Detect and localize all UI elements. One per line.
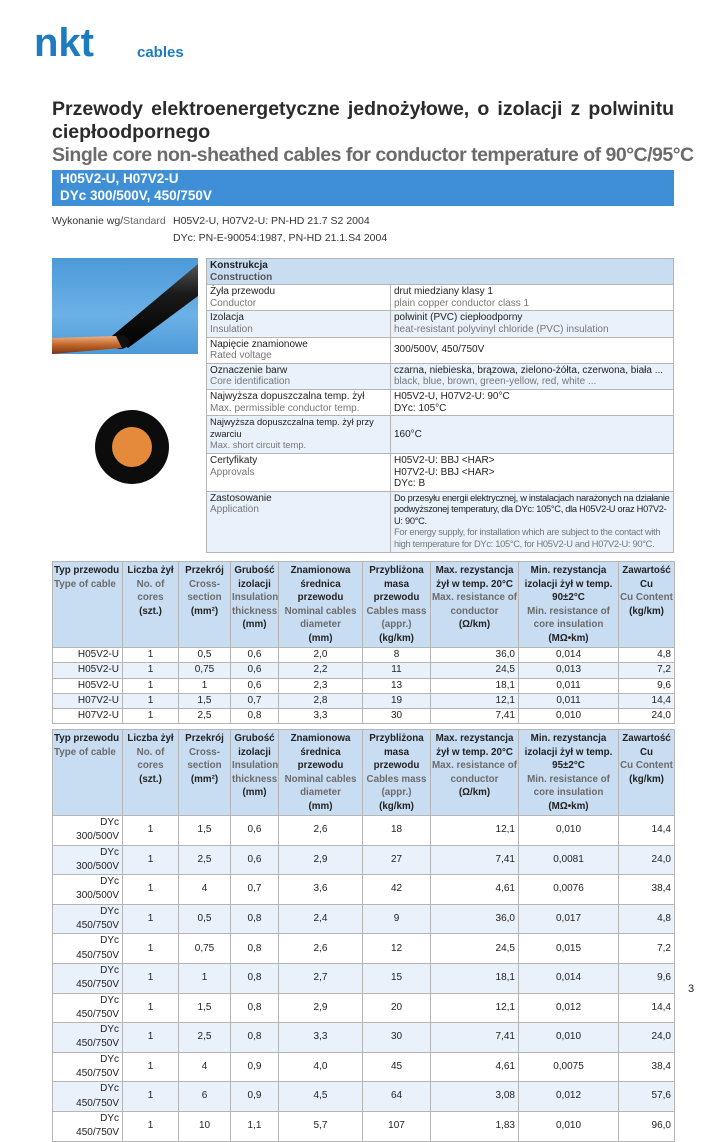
column-header-unit: (kg/km): [629, 605, 664, 617]
table-cell: 3,3: [279, 1023, 363, 1053]
column-header-pl: Typ przewodu: [54, 733, 120, 744]
table-cell: 0,010: [519, 709, 619, 724]
column-header: [431, 562, 519, 648]
table-cell: 0,6: [231, 845, 279, 875]
table-cell: 2,6: [279, 816, 363, 846]
row-value-pl: polwinit (PVC) ciepłoodporny: [394, 312, 523, 324]
column-header-en: Cross-section: [187, 746, 222, 771]
table-cell: 64: [363, 1082, 431, 1112]
table-cell: 1: [123, 693, 179, 708]
table-cell: 12,1: [431, 993, 519, 1023]
table-row: [53, 845, 675, 875]
table-row: [53, 693, 675, 708]
table-cell: 0,0081: [519, 845, 619, 875]
table-cell: 4,61: [431, 875, 519, 905]
table-cell: 0,8: [231, 904, 279, 934]
row-value-en: heat-resistant polyvinyl chloride (PVC) insulation: [394, 323, 609, 335]
column-header-en: Nominal cables diameter: [284, 605, 357, 630]
row-value-en: For energy supply, for installation which are subject to the contact with high temperature for DYc: 105°C, for H05V2-U and H07V2-U: 90°C.: [394, 527, 661, 550]
table-cell: 18,1: [431, 963, 519, 993]
column-header: [431, 730, 519, 816]
table-cell: 1: [123, 1052, 179, 1082]
table-header-row: [53, 730, 675, 816]
row-label-pl: Izolacja: [210, 312, 244, 324]
construction-row: [207, 337, 674, 363]
table-cell: 6: [179, 1082, 231, 1112]
table-cell: 24,5: [431, 934, 519, 964]
table-cell: 1: [123, 663, 179, 678]
nkt-cables-logo: [34, 22, 234, 66]
construction-row: [207, 453, 674, 491]
table-row: [53, 993, 675, 1023]
table-cell: 9,6: [619, 678, 675, 693]
table-cell: 0,75: [179, 663, 231, 678]
table-cell: 0,8: [231, 963, 279, 993]
column-header-pl: Typ przewodu: [54, 565, 120, 576]
standard-label: [52, 215, 166, 227]
column-header-pl: Max. rezystancja żył w temp. 20°C: [435, 733, 514, 758]
column-header-pl: Przekrój: [185, 733, 224, 744]
construction-row: [207, 491, 674, 552]
row-value-1: H05V2-U: BBJ <HAR>: [394, 454, 495, 466]
table-cell: 24,0: [619, 709, 675, 724]
table-row: [53, 1023, 675, 1053]
column-header-pl: Przybliżona masa przewodu: [369, 733, 424, 771]
column-header-unit: (mm): [308, 800, 333, 812]
table-cell: 7,2: [619, 934, 675, 964]
column-header-unit: (kg/km): [379, 800, 414, 812]
table-cell: 1: [123, 678, 179, 693]
standard-line-1: H05V2-U, H07V2-U: PN-HD 21.7 S2 2004: [173, 215, 370, 227]
table-cell: 0,010: [519, 1111, 619, 1141]
table-cell: 2,4: [279, 904, 363, 934]
table-cell: 0,017: [519, 904, 619, 934]
table-header-row: [53, 562, 675, 648]
table-cell: 11: [363, 663, 431, 678]
table-cell: 1: [123, 816, 179, 846]
table-cell: 1: [123, 875, 179, 905]
row-value-pl: Do przesyłu energii elektrycznej, w instalacjach narażonych na działanie podwyższonej temperatury, dla DYc: 105°C, dla H05V2-U oraz H07V2-U: 90°C.: [394, 492, 670, 526]
table-cell: H05V2-U: [53, 663, 123, 678]
table-cell: DYc 450/750V: [53, 1023, 123, 1053]
column-header-en: Insulation thickness: [232, 760, 279, 785]
column-header-unit: (Ω/km): [458, 619, 491, 630]
standard-label-pl: Wykonanie wg/: [52, 215, 124, 227]
table-cell: 12,1: [431, 816, 519, 846]
construction-title-en: Construction: [210, 271, 273, 283]
table-cell: 14,4: [619, 993, 675, 1023]
table-cell: 2,7: [279, 963, 363, 993]
table-cell: 0,6: [231, 816, 279, 846]
table-cell: 96,0: [619, 1111, 675, 1141]
table-cell: DYc 450/750V: [53, 993, 123, 1023]
column-header-en: Insulation thickness: [232, 592, 279, 617]
table-cell: 107: [363, 1111, 431, 1141]
column-header-en: Nominal cables diameter: [284, 773, 357, 798]
cable-photo: [52, 258, 198, 354]
column-header: [53, 730, 123, 816]
column-header-en: Cu Content: [620, 760, 673, 771]
table-cell: 7,41: [431, 1023, 519, 1053]
table-cell: 19: [363, 693, 431, 708]
column-header-pl: Grubość izolacji: [234, 565, 275, 590]
table-row: [53, 934, 675, 964]
data-table-dyc: [52, 729, 675, 1142]
column-header-en: Max. resistance of conductor: [432, 592, 517, 617]
row-label-pl: Certyfikaty: [210, 454, 258, 466]
cross-section-icon: [94, 409, 170, 485]
construction-row: [207, 311, 674, 337]
column-header: [123, 730, 179, 816]
row-value-pl: 160°C: [394, 428, 422, 440]
row-label-en: Approvals: [210, 466, 255, 478]
table-cell: DYc 300/500V: [53, 875, 123, 905]
band-line-1: H05V2-U, H07V2-U: [60, 171, 179, 186]
row-label-en: Rated voltage: [210, 350, 272, 362]
table-cell: 3,3: [279, 709, 363, 724]
table-cell: 0,75: [179, 934, 231, 964]
table-cell: 24,0: [619, 1023, 675, 1053]
row-label-pl: Najwyższa dopuszczalna temp. żył przy zwarciu: [210, 417, 374, 439]
table-cell: 18,1: [431, 678, 519, 693]
table-row: [53, 875, 675, 905]
construction-header: [207, 259, 674, 285]
column-header: [279, 730, 363, 816]
row-label-en: Max. permissible conductor temp.: [210, 402, 360, 414]
table-row: [53, 648, 675, 663]
table-cell: 0,014: [519, 648, 619, 663]
table-cell: 2,5: [179, 845, 231, 875]
data-table-h05v2: [52, 561, 675, 724]
table-cell: 0,7: [231, 693, 279, 708]
row-label-pl: Napięcie znamionowe: [210, 338, 308, 350]
product-band: [52, 170, 674, 206]
table-cell: 27: [363, 845, 431, 875]
table-cell: 10: [179, 1111, 231, 1141]
column-header: [179, 562, 231, 648]
table-cell: 9: [363, 904, 431, 934]
row-value-3: DYc: B: [394, 478, 426, 490]
table-cell: 3,08: [431, 1082, 519, 1112]
column-header-unit: (szt.): [139, 605, 162, 617]
table-cell: DYc 450/750V: [53, 1052, 123, 1082]
table-cell: DYc 300/500V: [53, 845, 123, 875]
row-value-pl: drut miedziany klasy 1: [394, 286, 493, 298]
table-cell: 0,011: [519, 678, 619, 693]
table-cell: 2,9: [279, 845, 363, 875]
table-cell: 2,3: [279, 678, 363, 693]
table-cell: 14,4: [619, 693, 675, 708]
table-cell: 57,6: [619, 1082, 675, 1112]
row-value-pl: czarna, niebieska, brązowa, zielono-żółta, czerwona, biała ...: [394, 364, 664, 376]
table-cell: 4,8: [619, 648, 675, 663]
table-cell: 3,6: [279, 875, 363, 905]
table-cell: DYc 450/750V: [53, 1082, 123, 1112]
column-header-pl: Max. rezystancja żył w temp. 20°C: [435, 565, 514, 590]
column-header: [231, 730, 279, 816]
table-cell: 1: [179, 963, 231, 993]
table-cell: 0,5: [179, 648, 231, 663]
standard-line-2: DYc: PN-E-90054:1987, PN-HD 21.1.S4 2004: [173, 232, 388, 244]
table-row: [53, 963, 675, 993]
table-cell: 0,6: [231, 663, 279, 678]
construction-row: [207, 285, 674, 311]
row-value-pl: 300/500V, 450/750V: [394, 344, 485, 356]
table-cell: DYc 300/500V: [53, 816, 123, 846]
table-cell: 18: [363, 816, 431, 846]
table-cell: 4,0: [279, 1052, 363, 1082]
table-cell: 0,0075: [519, 1052, 619, 1082]
table-cell: 0,5: [179, 904, 231, 934]
table-cell: 1: [123, 1111, 179, 1141]
column-header-unit: (mm²): [190, 773, 219, 785]
table-row: [53, 816, 675, 846]
table-cell: 1: [123, 709, 179, 724]
construction-row: [207, 389, 674, 415]
table-cell: 1: [123, 934, 179, 964]
column-header: [619, 730, 675, 816]
table-cell: DYc 450/750V: [53, 934, 123, 964]
table-cell: H05V2-U: [53, 678, 123, 693]
table-cell: 0,012: [519, 1082, 619, 1112]
column-header-pl: Zawartość Cu: [622, 565, 671, 590]
table-cell: 2,9: [279, 993, 363, 1023]
table-cell: 1: [123, 648, 179, 663]
table-cell: 4: [179, 1052, 231, 1082]
table-cell: 2,8: [279, 693, 363, 708]
column-header-en: No. of cores: [136, 746, 165, 771]
title-english: Single core non-sheathed cables for conductor temperature of 90°C/95°C: [52, 144, 694, 166]
table-cell: 7,2: [619, 663, 675, 678]
table-cell: 30: [363, 1023, 431, 1053]
column-header-unit: (Ω/km): [458, 787, 491, 798]
table-cell: H05V2-U: [53, 648, 123, 663]
column-header-unit: (kg/km): [379, 632, 414, 644]
table-cell: 0,8: [231, 993, 279, 1023]
column-header: [123, 562, 179, 648]
row-label-en: Conductor: [210, 297, 257, 309]
table-cell: 38,4: [619, 875, 675, 905]
table-cell: 8: [363, 648, 431, 663]
table-cell: 4: [179, 875, 231, 905]
column-header: [231, 562, 279, 648]
table-cell: 0,010: [519, 816, 619, 846]
column-header: [279, 562, 363, 648]
table-cell: 2,5: [179, 1023, 231, 1053]
column-header: [519, 562, 619, 648]
band-line-2: DYc 300/500V, 450/750V: [60, 188, 212, 203]
column-header-pl: Przekrój: [185, 565, 224, 576]
table-cell: 9,6: [619, 963, 675, 993]
table-cell: DYc 450/750V: [53, 1111, 123, 1141]
column-header-pl: Min. rezystancja izolacji żył w temp. 90±2°C: [524, 565, 613, 603]
table-cell: DYc 450/750V: [53, 963, 123, 993]
table-cell: 1: [179, 678, 231, 693]
table-cell: H07V2-U: [53, 693, 123, 708]
table-cell: 42: [363, 875, 431, 905]
table-cell: 7,41: [431, 709, 519, 724]
table-row: [53, 709, 675, 724]
table-cell: 36,0: [431, 904, 519, 934]
column-header-pl: Zawartość Cu: [622, 733, 671, 758]
table-cell: 0,8: [231, 1023, 279, 1053]
table-cell: 1: [123, 963, 179, 993]
column-header-en: Cables mass (appr.): [366, 773, 427, 798]
row-value-2: DYc: 105°C: [394, 402, 447, 414]
column-header-pl: Przybliżona masa przewodu: [369, 565, 424, 603]
column-header-en: Max. resistance of conductor: [432, 760, 517, 785]
row-value-en: plain copper conductor class 1: [394, 297, 530, 309]
column-header-unit: (MΩ•km): [548, 800, 589, 812]
table-cell: 0,015: [519, 934, 619, 964]
table-cell: 0,014: [519, 963, 619, 993]
table-cell: 0,010: [519, 1023, 619, 1053]
table-cell: 4,8: [619, 904, 675, 934]
table-cell: 4,61: [431, 1052, 519, 1082]
row-label-en: Core identification: [210, 376, 291, 388]
row-value-pl: H05V2-U, H07V2-U: 90°C: [394, 390, 510, 402]
cable-illustration: [52, 258, 198, 354]
table-cell: 0,8: [231, 709, 279, 724]
column-header: [363, 562, 431, 648]
table-cell: 7,41: [431, 845, 519, 875]
table-cell: DYc 450/750V: [53, 904, 123, 934]
table-cell: 12: [363, 934, 431, 964]
table-cell: 0,6: [231, 648, 279, 663]
construction-row: [207, 363, 674, 389]
table-cell: 1,5: [179, 693, 231, 708]
table-cell: 24,5: [431, 663, 519, 678]
table-cell: 0,0076: [519, 875, 619, 905]
column-header-unit: (kg/km): [629, 773, 664, 785]
table-cell: 30: [363, 709, 431, 724]
table-cell: 2,5: [179, 709, 231, 724]
table-cell: 14,4: [619, 816, 675, 846]
row-label-en: Insulation: [210, 323, 253, 335]
row-label-pl: Żyła przewodu: [210, 286, 276, 298]
table-cell: 1: [123, 904, 179, 934]
column-header-pl: Grubość izolacji: [234, 733, 275, 758]
table-cell: 0,8: [231, 934, 279, 964]
table-cell: 1,5: [179, 816, 231, 846]
nkt-logo-text: nkt: [34, 22, 94, 65]
table-cell: 1,1: [231, 1111, 279, 1141]
table-cell: 20: [363, 993, 431, 1023]
table-row: [53, 1052, 675, 1082]
title-polish: Przewody elektroenergetyczne jednożyłowe, o izolacji z polwinitu ciepłoodpornego: [52, 98, 674, 143]
table-cell: 4,5: [279, 1082, 363, 1112]
row-label-pl: Najwyższa dopuszczalna temp. żył: [210, 390, 365, 402]
table-cell: 1: [123, 1082, 179, 1112]
column-header-unit: (szt.): [139, 773, 162, 785]
row-value-2: H07V2-U: BBJ <HAR>: [394, 466, 495, 478]
table-row: [53, 904, 675, 934]
column-header: [363, 730, 431, 816]
table-cell: 1: [123, 845, 179, 875]
table-cell: 0,9: [231, 1082, 279, 1112]
page-number: 3: [688, 983, 695, 995]
row-value-en: black, blue, brown, green-yellow, red, white ...: [394, 376, 597, 388]
column-header-en: Min. resistance of core insulation: [527, 773, 610, 798]
table-cell: 0,6: [231, 678, 279, 693]
column-header-pl: Znamionowa średnica przewodu: [290, 733, 351, 771]
column-header-pl: Liczba żył: [127, 565, 174, 576]
column-header-en: Cables mass (appr.): [366, 605, 427, 630]
table-cell: 1,5: [179, 993, 231, 1023]
table-cell: 2,6: [279, 934, 363, 964]
row-label-pl: Zastosowanie: [210, 492, 272, 504]
standard-label-en: Standard: [123, 215, 166, 227]
table-cell: 38,4: [619, 1052, 675, 1082]
table-cell: H07V2-U: [53, 709, 123, 724]
table-row: [53, 1111, 675, 1141]
column-header-en: Type of cable: [54, 578, 116, 590]
table-cell: 0,012: [519, 993, 619, 1023]
table-cell: 0,013: [519, 663, 619, 678]
table-cell: 0,9: [231, 1052, 279, 1082]
column-header-en: Cross-section: [187, 578, 222, 603]
column-header: [619, 562, 675, 648]
table-cell: 0,7: [231, 875, 279, 905]
table-cell: 2,2: [279, 663, 363, 678]
row-label-en: Application: [210, 504, 259, 516]
column-header-unit: (mm): [242, 619, 267, 630]
column-header-en: Type of cable: [54, 746, 116, 758]
table-row: [53, 663, 675, 678]
column-header-pl: Min. rezystancja izolacji żył w temp. 95±2°C: [524, 733, 613, 771]
row-label-en: Max. short circuit temp.: [210, 440, 307, 451]
table-cell: 1: [123, 1023, 179, 1053]
construction-row: [207, 416, 674, 454]
column-header-pl: Liczba żył: [127, 733, 174, 744]
table-row: [53, 1082, 675, 1112]
table-cell: 13: [363, 678, 431, 693]
table-cell: 24,0: [619, 845, 675, 875]
table-cell: 5,7: [279, 1111, 363, 1141]
column-header-unit: (mm): [242, 787, 267, 798]
table-cell: 2,0: [279, 648, 363, 663]
column-header: [519, 730, 619, 816]
column-header-unit: (mm): [308, 632, 333, 644]
column-header-pl: Znamionowa średnica przewodu: [290, 565, 351, 603]
column-header: [53, 562, 123, 648]
construction-table: [206, 258, 674, 553]
nkt-logo-mark: [34, 22, 104, 66]
table-cell: 0,011: [519, 693, 619, 708]
table-cell: 1,83: [431, 1111, 519, 1141]
table-row: [53, 678, 675, 693]
column-header: [179, 730, 231, 816]
table-cell: 1: [123, 993, 179, 1023]
row-label-pl: Oznaczenie barw: [210, 364, 288, 376]
column-header-en: Min. resistance of core insulation: [527, 605, 610, 630]
table-cell: 45: [363, 1052, 431, 1082]
table-cell: 12,1: [431, 693, 519, 708]
table-cell: 36,0: [431, 648, 519, 663]
column-header-unit: (MΩ•km): [548, 632, 589, 644]
logo-sub: cables: [137, 44, 184, 61]
column-header-en: No. of cores: [136, 578, 165, 603]
column-header-en: Cu Content: [620, 592, 673, 603]
construction-title-pl: Konstrukcja: [210, 260, 268, 271]
column-header-unit: (mm²): [190, 605, 219, 617]
table-cell: 15: [363, 963, 431, 993]
